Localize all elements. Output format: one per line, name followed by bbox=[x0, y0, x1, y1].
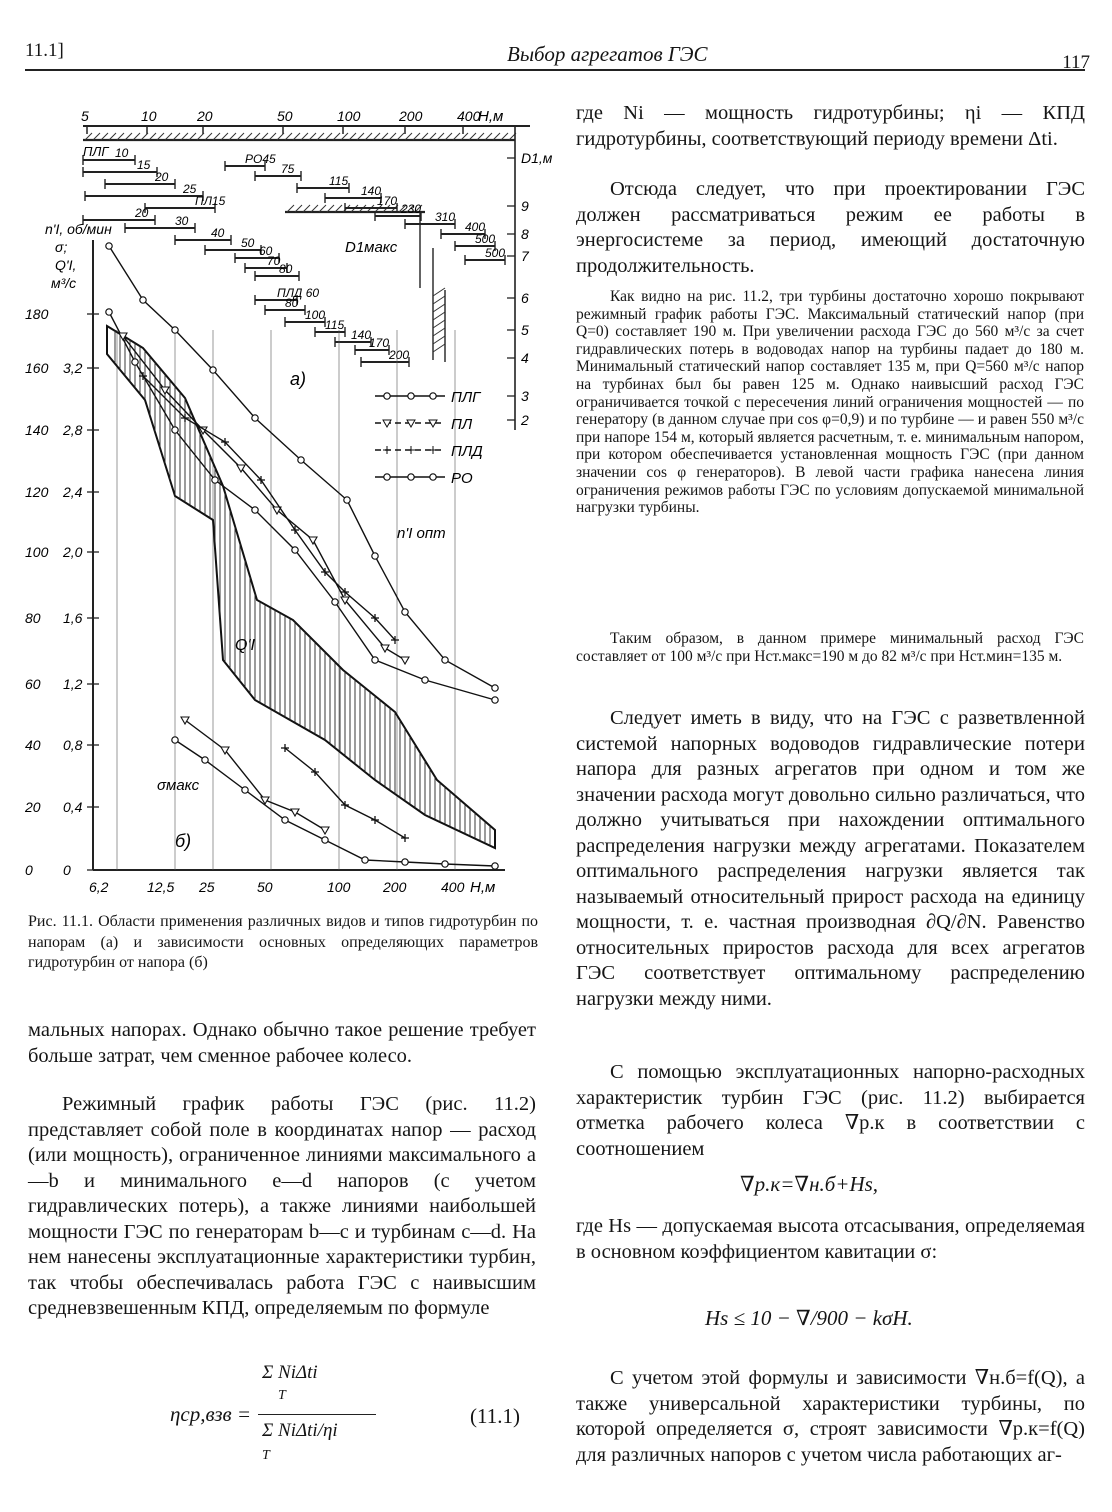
hatch bbox=[433, 320, 445, 328]
range-bar-label: 60 bbox=[259, 244, 273, 258]
marker-circle bbox=[140, 297, 146, 303]
q-curve-label: Q'I bbox=[235, 637, 255, 654]
marker-circle bbox=[106, 243, 112, 249]
marker-circle bbox=[242, 787, 248, 793]
top-tick-label: 20 bbox=[197, 108, 213, 124]
bottom-tick-label: 12,5 bbox=[147, 879, 175, 895]
left-tick-n: 40 bbox=[25, 737, 41, 753]
bottom-axis-unit: H,м bbox=[470, 879, 496, 896]
top-tick-label: 50 bbox=[277, 108, 293, 124]
bottom-tick-label: 50 bbox=[257, 879, 273, 895]
range-bar-label: 140 bbox=[361, 184, 382, 198]
left-tick-n: 160 bbox=[25, 360, 49, 376]
marker-triangle bbox=[291, 809, 299, 816]
marker-circle bbox=[202, 757, 208, 763]
range-bar-label: 80 bbox=[285, 296, 299, 310]
range-bar-label: 15 bbox=[137, 158, 151, 172]
left-tick-q: 1,2 bbox=[63, 676, 83, 692]
range-bar-label: 40 bbox=[211, 226, 225, 240]
top-tick-label: 10 bbox=[141, 108, 157, 124]
hatch bbox=[433, 288, 445, 296]
right-paragraph-2: Отсюда следует, что при проектировании ГЭС должен рассматриваться режим ее работы в энергосистеме за период, имеющий достаточную продолжительность. bbox=[576, 178, 1085, 277]
marker-circle bbox=[492, 697, 498, 703]
marker-circle bbox=[402, 859, 408, 865]
example-paragraph-2: Таким образом, в данном примере минимальный расход ГЭС составляет от 100 м³/с при Hст.макс=190 м до 82 м³/с при Hст.мин=135 м. bbox=[576, 630, 1084, 665]
range-bar-label: 80 bbox=[279, 262, 293, 276]
range-bar-label: 115 bbox=[325, 318, 345, 332]
range-bar-label: 30 bbox=[175, 214, 189, 228]
range-bar-label: 70 bbox=[267, 254, 281, 268]
marker-circle bbox=[282, 817, 288, 823]
bottom-tick-label: 100 bbox=[327, 879, 351, 895]
left-tick-q: 1,6 bbox=[63, 610, 83, 626]
left-tick-n: 60 bbox=[25, 676, 41, 692]
left-tick-n: 140 bbox=[25, 422, 49, 438]
q-axis-label: Q'I, bbox=[55, 257, 77, 273]
left-tick-q: 3,2 bbox=[63, 360, 83, 376]
formula-subscript-top: T bbox=[278, 1388, 286, 1403]
formula-lhs: ηср,взв = bbox=[170, 1402, 252, 1426]
marker-triangle bbox=[381, 645, 389, 652]
bottom-tick-label: 200 bbox=[383, 879, 407, 895]
marker-circle bbox=[106, 309, 112, 315]
curves bbox=[106, 243, 498, 869]
hatch bbox=[433, 296, 445, 304]
right-paragraph-4: С помощью эксплуатационных напорно-расходных характеристик турбин ГЭС (рис. 11.2) выбирается отметка рабочего колеса ∇р.к в соответствии с соотношением bbox=[576, 1061, 1085, 1160]
range-bar-label: 500 bbox=[485, 246, 506, 260]
right-tick-label: 2 bbox=[521, 412, 529, 428]
hatch bbox=[433, 304, 445, 312]
marker-circle bbox=[132, 359, 138, 365]
right-tick-label: D1,м bbox=[521, 150, 553, 166]
marker-circle bbox=[402, 609, 408, 615]
running-title: Выбор агрегатов ГЭС bbox=[507, 42, 708, 66]
left-tick-n: 0 bbox=[25, 862, 33, 878]
marker-circle bbox=[252, 415, 258, 421]
formula-denominator: Σ NiΔti/ηi bbox=[262, 1420, 338, 1441]
equation-number: (11.1) bbox=[470, 1404, 520, 1428]
legend-label: ПЛД bbox=[451, 443, 483, 460]
example-paragraph-1: Как видно на рис. 11.2, три турбины достаточно хорошо покрывают режимный график работы ГЭС. Максимальный статический напор (при Q=0) составляет 190 м. При увеличении расхода ГЭС до 560 м³/с за счет гидравлических потерь в водоводах напор на турбины падает до 180 м. Минимальный статический напор составляет 135 м, при Q=560 м³/с напор на турбинах был бы равен 125 м. Однако наивысший расход ГЭС ограничивается точкой c пересечения линий ограничения мощностей — по генератору (в данном случае при cos φ=0,9) и по турбине — и равен 550 м³/с при напоре 154 м, который является расчетным, т. е. минимальным напором, при котором обеспечивается установленная мощность ГЭС (при данном значении cos φ генераторов). В левой части графика нанесена линия ограничения режимов работы ГЭС по условиям допускаемой минимальной нагрузки турбины. bbox=[576, 288, 1084, 517]
marker-circle bbox=[442, 657, 448, 663]
hatched-boundary bbox=[83, 140, 515, 362]
range-bar-label: 400 bbox=[465, 220, 486, 234]
left-tick-n: 20 bbox=[25, 799, 41, 815]
formula-numerator: Σ NiΔti bbox=[262, 1362, 318, 1383]
range-bar-label: 230 bbox=[401, 202, 422, 216]
right-tick-label: 5 bbox=[521, 322, 529, 338]
top-tick-label: 5 bbox=[81, 108, 89, 124]
hatch bbox=[433, 336, 445, 344]
range-bar-label: 200 bbox=[389, 348, 410, 362]
marker-circle bbox=[252, 507, 258, 513]
legend-marker bbox=[408, 393, 414, 399]
marker-triangle bbox=[309, 537, 317, 544]
left-tick-n: 120 bbox=[25, 484, 49, 500]
marker-circle bbox=[442, 861, 448, 867]
bottom-tick-label: 400 bbox=[441, 879, 465, 895]
turbine-range-bars bbox=[83, 144, 505, 367]
marker-circle bbox=[212, 477, 218, 483]
running-header bbox=[25, 38, 1090, 73]
top-tick-label: 100 bbox=[337, 108, 361, 124]
right-tick-label: 8 bbox=[521, 226, 529, 242]
formula-runner-elevation: ∇р.к=∇н.б+Hs, bbox=[740, 1172, 879, 1196]
left-tick-q: 0,8 bbox=[63, 737, 83, 753]
left-paragraph-1: мальных напорах. Однако обычно такое решение требует больше затрат, чем сменное рабочее колесо. bbox=[28, 1019, 536, 1067]
legend-marker bbox=[430, 393, 436, 399]
left-paragraph-2: Режимный график работы ГЭС (рис. 11.2) представляет собой поле в координатах напор — расход (или мощность), ограниченное линиями максимального a—b и минимального e—d напоров (с учетом гидравлических потерь), а также линиями наибольшей мощности ГЭС по генераторам b—c и турбинам c—d. На нем нанесены эксплуатационные характеристики турбин, так чтобы обеспечивалась работа ГЭС с наивысшим средневзвешенным КПД, определяемым по формуле bbox=[28, 1093, 536, 1319]
marker-circle bbox=[344, 497, 350, 503]
range-bar-label: 500 bbox=[475, 232, 496, 246]
hatch bbox=[433, 344, 445, 352]
panel-b-label: б) bbox=[175, 831, 192, 851]
formula-subscript-bottom: T bbox=[262, 1448, 270, 1463]
right-tick-label: 3 bbox=[521, 388, 529, 404]
bottom-axis-ticks bbox=[89, 879, 465, 895]
marker-triangle bbox=[321, 827, 329, 834]
section-number: 11.1] bbox=[25, 40, 64, 61]
marker-circle bbox=[362, 857, 368, 863]
range-bar-label: 140 bbox=[351, 328, 372, 342]
range-bar-label: 25 bbox=[183, 182, 197, 196]
left-tick-q: 0 bbox=[63, 862, 71, 878]
marker-circle bbox=[172, 427, 178, 433]
curve bbox=[185, 720, 325, 830]
right-tick-label: 4 bbox=[521, 350, 529, 366]
marker-circle bbox=[492, 685, 498, 691]
sigma-max-label: σмакс bbox=[157, 777, 200, 794]
marker-triangle bbox=[401, 657, 409, 664]
range-bar-label: ПЛГ bbox=[83, 144, 109, 159]
marker-circle bbox=[292, 547, 298, 553]
legend-marker bbox=[384, 393, 390, 399]
panel-a-label: а) bbox=[290, 369, 307, 389]
figure-svg bbox=[25, 100, 553, 900]
right-tick-label: 9 bbox=[521, 198, 529, 214]
left-tick-q: 2,0 bbox=[63, 544, 83, 560]
range-bar-label: ПЛ15 bbox=[195, 194, 226, 208]
marker-circle bbox=[210, 367, 216, 373]
page-number: 117 bbox=[1062, 52, 1090, 73]
q-hatched-band bbox=[107, 326, 495, 848]
range-bar-label: ПЛД 60 bbox=[277, 286, 320, 300]
hatch bbox=[433, 328, 445, 336]
right-axis-ticks bbox=[507, 150, 553, 428]
right-tick-label: 6 bbox=[521, 290, 529, 306]
legend bbox=[375, 389, 483, 487]
legend-marker bbox=[408, 474, 414, 480]
sigma-axis-label: σ; bbox=[55, 239, 68, 255]
left-tick-n: 180 bbox=[25, 306, 49, 322]
curve bbox=[285, 748, 405, 838]
bottom-tick-label: 6,2 bbox=[89, 879, 109, 895]
d1max-label: D1макс bbox=[345, 239, 398, 256]
marker-circle bbox=[332, 599, 338, 605]
left-axis-ticks bbox=[24, 306, 99, 878]
left-tick-n: 100 bbox=[25, 544, 49, 560]
range-bar-label: 170 bbox=[369, 336, 390, 350]
right-paragraph-6: С учетом этой формулы и зависимости ∇н.б=f(Q), а также универсальной характеристики турбины, по которой определяется σ, строят зависимости ∇р.к=f(Q) для различных напоров с учетом числа работающих аг- bbox=[576, 1367, 1085, 1466]
right-paragraph-1: где Ni — мощность гидротурбины; ηi — КПД гидротурбины, соответствующий периоду времени Δti. bbox=[576, 102, 1085, 150]
marker-circle bbox=[298, 457, 304, 463]
marker-circle bbox=[492, 863, 498, 869]
curve bbox=[175, 740, 495, 866]
range-bar-label: 50 bbox=[241, 236, 255, 250]
marker-circle bbox=[172, 327, 178, 333]
n-axis-label: n'I, об/мин bbox=[45, 221, 112, 237]
range-bar-label: 10 bbox=[115, 146, 129, 160]
top-tick-label: 400 bbox=[457, 108, 481, 124]
legend-label: ПЛГ bbox=[451, 389, 481, 406]
marker-circle bbox=[372, 657, 378, 663]
formula-suction-height: Hs ≤ 10 − ∇/900 − kσH. bbox=[705, 1306, 913, 1330]
figure-caption: Рис. 11.1. Области применения различных видов и типов гидротурбин по напорам (а) и зависимости основных определяющих параметров гидротурбин от напора (б) bbox=[28, 913, 538, 971]
top-axis-unit: H,м bbox=[478, 108, 504, 125]
left-tick-q: 0,4 bbox=[63, 799, 83, 815]
left-tick-n: 80 bbox=[25, 610, 41, 626]
range-bar-label: 170 bbox=[377, 194, 398, 208]
left-tick-q: 2,8 bbox=[63, 422, 83, 438]
marker-circle bbox=[322, 837, 328, 843]
bottom-tick-label: 25 bbox=[199, 879, 215, 895]
figure-11-1 bbox=[25, 100, 553, 900]
header-rule bbox=[25, 69, 1085, 71]
fraction-bar bbox=[258, 1414, 376, 1415]
range-bar-label: 20 bbox=[135, 206, 149, 220]
range-bar-label: 100 bbox=[305, 308, 326, 322]
right-paragraph-5: где Hs — допускаемая высота отсасывания, определяемая в основном коэффициентом кавитации σ: bbox=[576, 1215, 1085, 1263]
right-paragraph-3: Следует иметь в виду, что на ГЭС с разветвленной системой напорных водоводов гидравлические потери напора для разных агрегатов при одном и том же значении расхода могут довольно сильно различаться, что должно учитываться при нахождении оптимального распределения нагрузки между агрегатами. Показателем оптимального распределения нагрузки является так называемый относительный прирост расхода на единицу мощности, т. е. частная производная ∂Q/∂N. Равенство относительных приростов расхода для всех агрегатов ГЭС соответствует оптимальному распределению нагрузки между ними. bbox=[576, 707, 1085, 1010]
marker-circle bbox=[422, 677, 428, 683]
nopt-label: n'I опт bbox=[397, 525, 446, 542]
range-bar-label: 115 bbox=[329, 174, 349, 188]
legend-label: РО bbox=[451, 470, 473, 487]
legend-marker bbox=[430, 474, 436, 480]
range-bar-label: РО45 bbox=[245, 152, 276, 166]
hatch bbox=[433, 312, 445, 320]
range-bar-label: 310 bbox=[435, 210, 456, 224]
top-tick-label: 200 bbox=[399, 108, 423, 124]
marker-circle bbox=[172, 737, 178, 743]
marker-circle bbox=[372, 553, 378, 559]
top-axis-ticks bbox=[81, 108, 481, 134]
legend-label: ПЛ bbox=[451, 416, 473, 433]
legend-marker bbox=[384, 474, 390, 480]
range-bar-label: 75 bbox=[281, 162, 295, 176]
unit-axis-label: м³/с bbox=[51, 275, 77, 291]
right-tick-label: 7 bbox=[521, 248, 529, 264]
range-bar-label: 20 bbox=[155, 170, 169, 184]
curve bbox=[143, 376, 395, 640]
left-tick-q: 2,4 bbox=[63, 484, 83, 500]
